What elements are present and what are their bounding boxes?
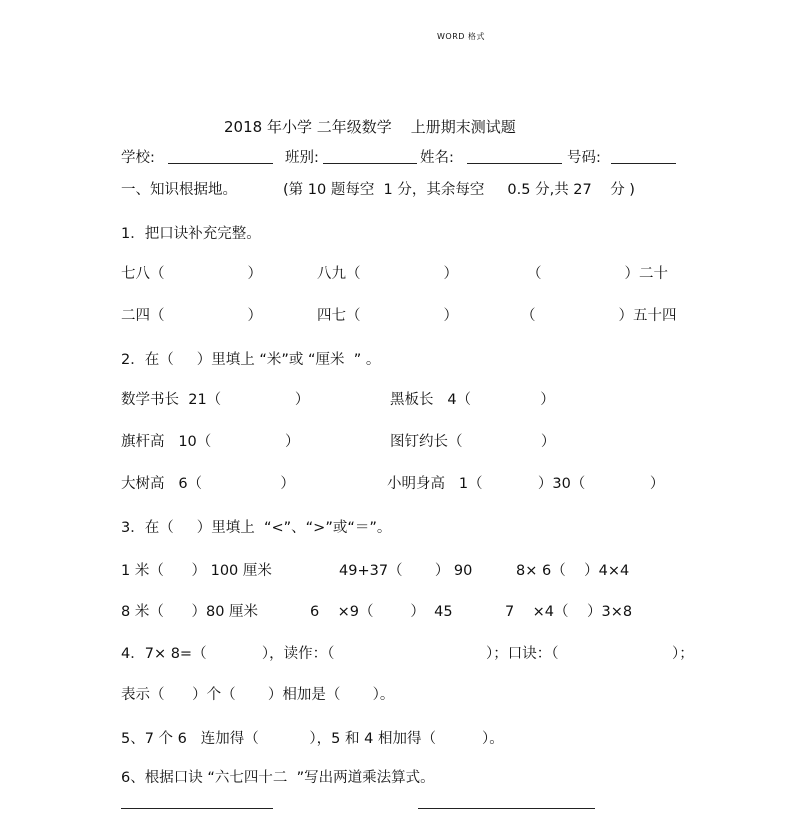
q3-item: 8× 6（ ）4×4 (516, 563, 630, 579)
class-field[interactable] (323, 163, 417, 164)
number-field[interactable] (611, 163, 676, 164)
page-header: WORD 格式 (437, 32, 485, 41)
q4-line2: 表示（ ）个（ ）相加是（ ）。 (121, 687, 395, 703)
q4-line1: 4．7× 8=（ ），读作：（ (121, 646, 335, 662)
q1-item: 二四（ ） (121, 308, 262, 324)
q1-item: 四七（ ） (317, 308, 458, 324)
q3-title: 3．在（ ）里填上 “<”、“>”或“＝”。 (121, 520, 392, 536)
q4-line1: ）；口诀：（ (486, 646, 559, 662)
answer-line[interactable] (121, 808, 273, 809)
q1-item: （ ）五十四 (521, 308, 677, 324)
q1-item: 七八（ ） (121, 266, 262, 282)
q2-item: 旗杆高 10（ ） (121, 434, 300, 450)
q2-title: 2．在（ ）里填上 “米”或 “厘米 ” 。 (121, 352, 381, 368)
school-field[interactable] (168, 163, 273, 164)
q6: 6、根据口诀 “六七四十二 ”写出两道乘法算式。 (121, 770, 435, 786)
q3-item: 49+37（ ） 90 (339, 563, 473, 579)
school-label: 学校: (121, 150, 155, 166)
q3-item: 8 米（ ）80 厘米 (121, 604, 259, 620)
name-label: 姓名: (420, 150, 454, 166)
exam-title: 2018 年小学 二年级数学 上册期末测试题 (224, 118, 516, 136)
q1-item: 八九（ ） (317, 266, 458, 282)
section-heading: 一、知识根据地。 (121, 182, 237, 198)
q2-item: 大树高 6（ ） (121, 476, 295, 492)
q2-item: 图钉约长（ ） (390, 434, 556, 450)
q5: 5、7 个 6 连加得（ ），5 和 4 相加得（ ）。 (121, 731, 504, 747)
q3-item: 6 ×9（ ） 45 (310, 604, 453, 620)
q2-item: 数学书长 21（ ） (121, 392, 310, 408)
number-label: 号码: (567, 150, 601, 166)
q2-item: 小明身高 1（ ）30（ ） (387, 476, 665, 492)
class-label: 班别: (285, 150, 319, 166)
q2-item: 黑板长 4（ ） (390, 392, 555, 408)
q1-item: （ ）二十 (527, 266, 668, 282)
q1-title: 1．把口诀补充完整。 (121, 226, 261, 242)
q3-item: 7 ×4（ ）3×8 (505, 604, 633, 620)
q3-item: 1 米（ ） 100 厘米 (121, 563, 272, 579)
answer-line[interactable] (418, 808, 595, 809)
name-field[interactable] (467, 163, 562, 164)
q4-line1: ）； (672, 646, 694, 662)
section-score-note: (第 10 题每空 1 分，其余每空 0.5 分,共 27 分 ) (283, 182, 635, 198)
